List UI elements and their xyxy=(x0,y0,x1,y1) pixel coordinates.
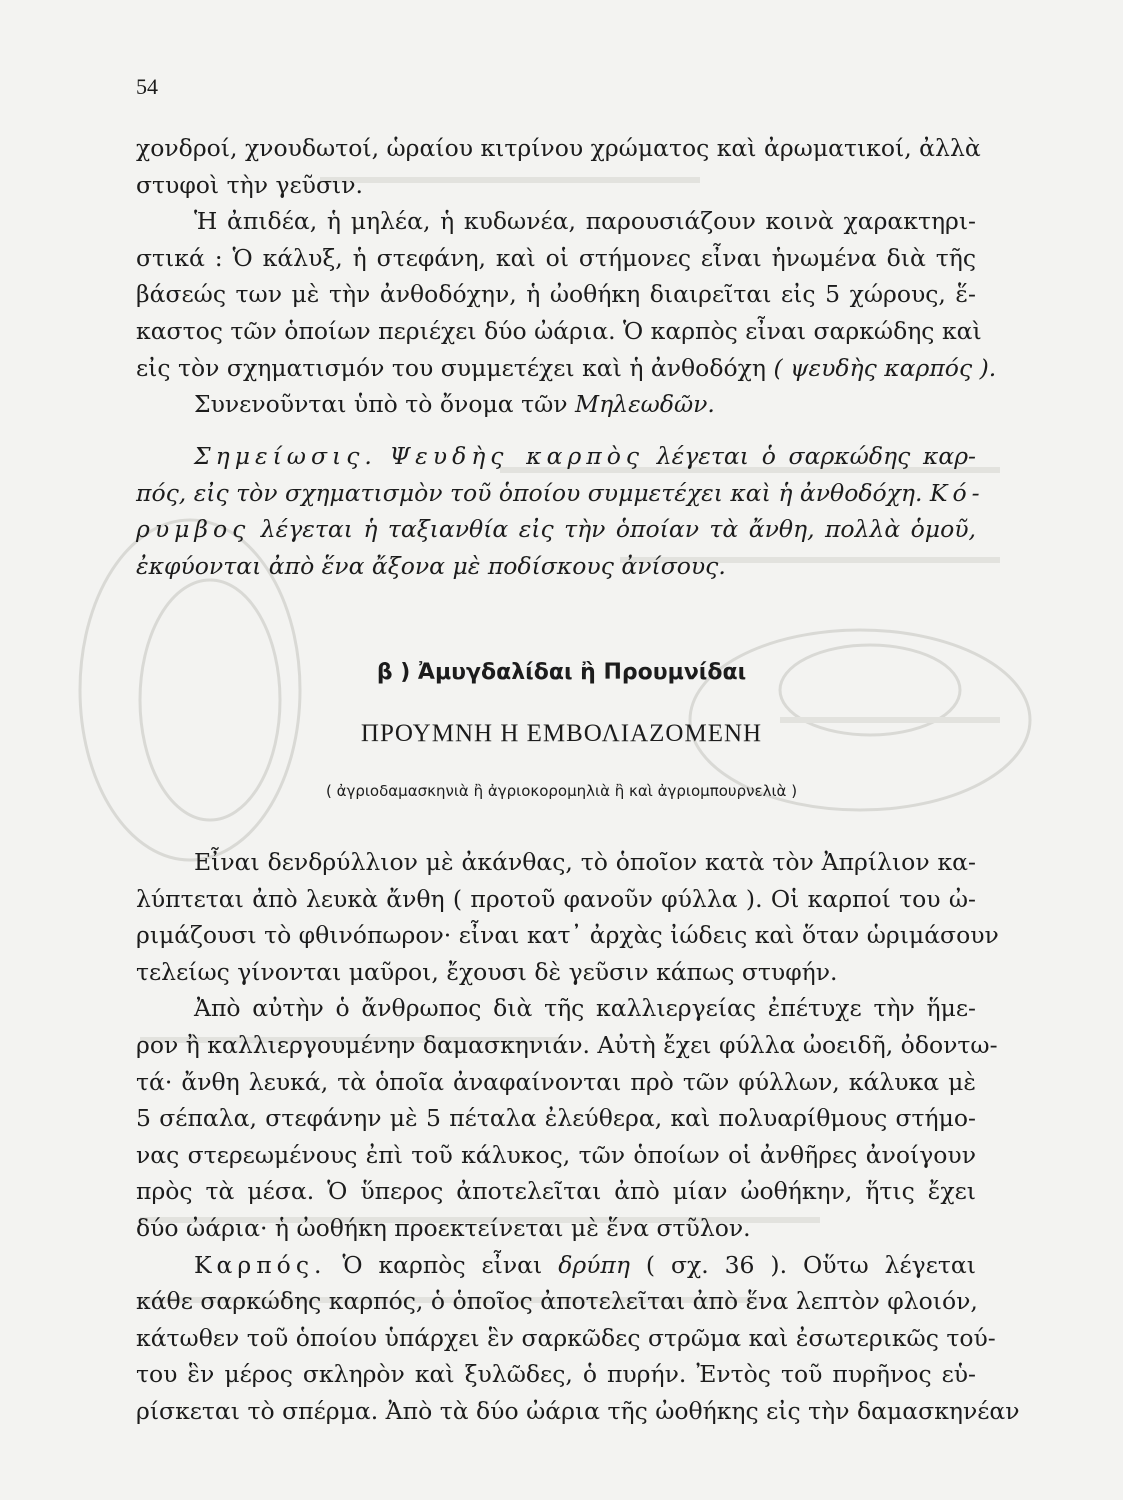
italic-term: Μηλεωδῶν. xyxy=(575,390,715,419)
text-line: κάθε σαρκώδης καρπός, ὁ ὁποῖος ἀποτελεῖται ἀπὸ ἕνα λεπτὸν φλοιόν, xyxy=(136,1287,978,1316)
text-line: τελείως γίνονται μαῦροι, ἔχουσι δὲ γεῦσιν κάπως στυφήν. xyxy=(136,957,838,986)
text-line xyxy=(136,1247,976,1284)
note-paragraph xyxy=(136,438,985,584)
text-line: νας στερεωμένους ἐπὶ τοῦ κάλυκος, τῶν ὁποίων οἱ ἀνθῆρες ἀνοίγουν xyxy=(136,1140,976,1169)
text-run: λέγεται ὁ σαρκώδης καρ- xyxy=(656,442,976,470)
text-run: λέγεται ἡ ταξιανθία εἰς τὴν ὁποίαν τὰ ἄνθη, πολλὰ ὁμοῦ, xyxy=(260,515,976,544)
text-line: λύπτεται ἀπὸ λευκὰ ἄνθη ( προτοῦ φανοῦν φύλλα ). Οἱ καρποί του ὠ- xyxy=(136,884,976,913)
note-term: Ψευδὴς καρπὸς xyxy=(389,442,645,470)
note-term: ρυμβος xyxy=(136,515,251,544)
text-line: δύο ὠάρια· ἡ ὠοθήκη προεκτείνεται μὲ ἕνα στῦλον. xyxy=(136,1213,751,1242)
text-line: ρίσκεται τὸ σπέρμα. Ἀπὸ τὰ δύο ὠάρια τῆς ὠοθήκης εἰς τὴν δαμασκηνέαν xyxy=(136,1396,1020,1425)
species-title: ΠΡΟΥΜΝΗ Η ΕΜΒΟΛΙΑΖΟΜΕΝΗ xyxy=(360,720,763,747)
page-number: 54 xyxy=(136,74,158,99)
text-line: Εἶναι δενδρύλλιον μὲ ἀκάνθας, τὸ ὁποῖον κατὰ τὸν Ἀπρίλιον κα- xyxy=(194,848,976,876)
section-heading: β ) Ἀμυγδαλίδαι ἢ Προυμνίδαι xyxy=(376,660,747,685)
common-names: ( ἀγριοδαμασκηνιὰ ἢ ἀγριοκορομηλιὰ ἢ καὶ ἀγριομπουρνελιὰ ) xyxy=(325,782,798,800)
italic-term: δρύπη xyxy=(558,1250,630,1279)
text-run: Ὁ καρπὸς εἶναι xyxy=(342,1250,543,1279)
text-line: Ἀπὸ αὐτὴν ὁ ἄνθρωπος διὰ τῆς καλλιεργείας ἐπέτυχε τὴν ἥμε- xyxy=(194,994,976,1023)
text-line: στικά : Ὁ κάλυξ, ἡ στεφάνη, καὶ οἱ στήμονες εἶναι ἡνωμένα διὰ τῆς xyxy=(136,243,976,272)
text-line: ἐκφύονται ἀπὸ ἕνα ἄξονα μὲ ποδίσκους ἀνίσους. xyxy=(136,551,726,580)
italic-term: ( ψευδὴς καρπός ). xyxy=(773,353,997,382)
text-line xyxy=(136,350,997,387)
text-line: βάσεώς των μὲ τὴν ἀνθοδόχην, ἡ ὠοθήκη διαιρεῖται εἰς 5 χώρους, ἕ- xyxy=(136,280,976,309)
text-line xyxy=(136,511,976,548)
text-run: πός, εἰς τὸν σχηματισμὸν τοῦ ὁποίου συμμετέχει καὶ ἡ ἀνθοδόχη. xyxy=(136,478,923,507)
text-line: του ἓν μέρος σκληρὸν καὶ ξυλῶδες, ὁ πυρήν. Ἐντὸς τοῦ πυρῆνος εὑ- xyxy=(136,1360,976,1389)
paragraph-plum-description xyxy=(136,844,1020,1430)
text-line: χονδροί, χνουδωτοί, ὡραίου κιτρίνου χρώματος καὶ ἀρωματικοί, ἀλλὰ xyxy=(136,134,981,162)
text-line: ρον ἢ καλλιεργουμένην δαμασκηνιάν. Αὐτὴ ἔχει φύλλα ὠοειδῆ, ὀδοντω- xyxy=(136,1030,998,1059)
text-line xyxy=(136,438,976,475)
fruit-label: Καρπός. xyxy=(194,1250,327,1279)
text-run: εἰς τὸν σχηματισμόν του συμμετέχει καὶ ἡ ἀνθοδόχη xyxy=(136,353,766,382)
text-run: Συνενοῦνται ὑπὸ τὸ ὄνομα τῶν xyxy=(194,390,568,419)
text-line: 5 σέπαλα, στεφάνην μὲ 5 πέταλα ἐλεύθερα, καὶ πολυαρίθμους στήμο- xyxy=(136,1104,976,1133)
text-line: πρὸς τὰ μέσα. Ὁ ὕπερος ἀποτελεῖται ἀπὸ μίαν ὠοθήκην, ἥτις ἔχει xyxy=(136,1177,976,1206)
text-line: καστος τῶν ὁποίων περιέχει δύο ὠάρια. Ὁ καρπὸς εἶναι σαρκώδης καὶ xyxy=(136,316,982,345)
paragraph-pome-fruits xyxy=(136,130,997,423)
text-line: Ἡ ἀπιδέα, ἡ μηλέα, ἡ κυδωνέα, παρουσιάζουν κοινὰ χαρακτηρι- xyxy=(194,207,976,236)
text-line: στυφοὶ τὴν γεῦσιν. xyxy=(136,170,363,199)
text-line xyxy=(136,386,976,423)
text-run: ( σχ. 36 ). Οὕτω λέγεται xyxy=(645,1250,976,1279)
text-line: ριμάζουσι τὸ φθινόπωρον· εἶναι κατ᾽ ἀρχὰς ἰώδεις καὶ ὅταν ὡριμάσουν xyxy=(136,921,999,950)
note-label: Σημείωσις. xyxy=(194,442,377,470)
note-term: Κό- xyxy=(929,478,985,507)
text-line: τά· ἄνθη λευκά, τὰ ὁποῖα ἀναφαίνονται πρὸ τῶν φύλλων, κάλυκα μὲ xyxy=(136,1067,976,1096)
text-line: κάτωθεν τοῦ ὁποίου ὑπάρχει ἓν σαρκῶδες στρῶμα καὶ ἐσωτερικῶς τού- xyxy=(136,1323,996,1352)
text-line xyxy=(136,475,985,512)
